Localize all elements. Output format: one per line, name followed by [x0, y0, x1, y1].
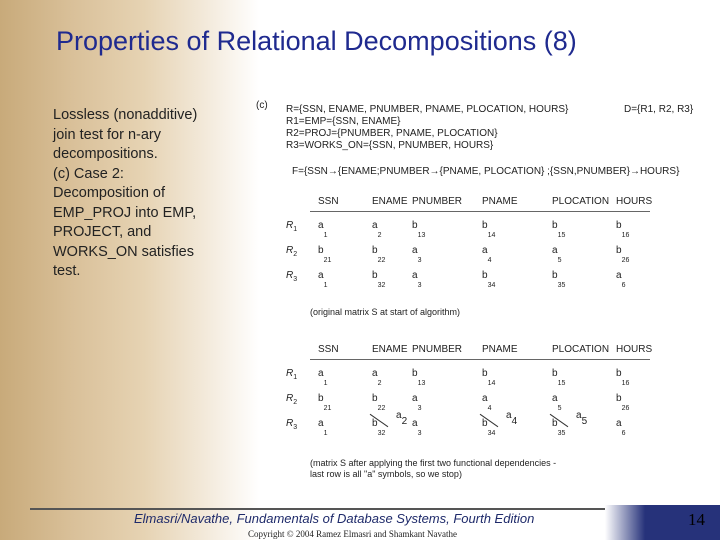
- matrix-cell: $a_6$: [616, 418, 626, 437]
- row-label: $R_3$: [286, 270, 298, 283]
- page-number: 14: [688, 510, 705, 529]
- footer-book-title: Elmasri/Navathe, Fundamentals of Database Systems, Fourth Edition: [134, 511, 535, 526]
- column-header: PLOCATION: [552, 344, 610, 355]
- matrix-cell: $b_{34}$: [482, 418, 496, 437]
- matrix-cell: $b_{32}$: [372, 418, 386, 437]
- description-line: join test for n-ary: [53, 126, 161, 143]
- footer-divider: [30, 508, 612, 510]
- column-header: ENAME: [372, 344, 408, 355]
- header-rule: [310, 359, 650, 360]
- column-header: PLOCATION: [552, 196, 610, 207]
- matrix-cell: $b_{35}$: [552, 270, 566, 289]
- replacement-value: a2: [396, 410, 408, 427]
- matrix-cell: $b_{16}$: [616, 368, 630, 387]
- decomposition-figure: [252, 94, 702, 486]
- matrix-caption: last row is all "a" symbols, so we stop): [310, 469, 462, 479]
- row-label: $R_3$: [286, 418, 298, 431]
- matrix-cell: $a_4$: [482, 393, 492, 412]
- slide-title: Properties of Relational Decompositions (8): [56, 26, 577, 56]
- matrix-cell: $a_5$: [552, 245, 562, 264]
- matrix-cell: $a_6$: [616, 270, 626, 289]
- matrix-cell: $b_{35}$: [552, 418, 566, 437]
- description-line: Decomposition of: [53, 185, 166, 201]
- schema-line: R3=WORKS_ON={SSN, PNUMBER, HOURS}: [286, 140, 494, 151]
- column-header: ENAME: [372, 196, 408, 207]
- decomposition-set: D={R1, R2, R3}: [624, 104, 694, 115]
- description-line: PROJECT, and: [53, 224, 152, 240]
- matrix-cell: $a_3$: [412, 418, 422, 437]
- matrix-cell: $a_5$: [552, 393, 562, 412]
- description-line: Lossless (nonadditive): [53, 107, 198, 123]
- description-line: test.: [53, 263, 81, 279]
- schema-line: R1=EMP={SSN, ENAME}: [286, 116, 401, 127]
- matrix-cell: $b_{34}$: [482, 270, 496, 289]
- row-label: $R_2$: [286, 245, 298, 258]
- matrix-cell: $a_1$: [318, 418, 328, 437]
- matrix-cell: $b_{16}$: [616, 220, 630, 239]
- column-header: HOURS: [616, 344, 653, 355]
- matrix-caption: (matrix S after applying the first two functional dependencies -: [310, 458, 557, 468]
- matrix-cell: $b_{22}$: [372, 245, 386, 264]
- matrix-cell: $a_2$: [372, 368, 382, 387]
- matrix-cell: $a_1$: [318, 368, 328, 387]
- description-text: [53, 106, 253, 282]
- replacement-value: a5: [576, 410, 588, 427]
- figure-label: (c): [256, 100, 268, 111]
- matrix-cell: $a_3$: [412, 393, 422, 412]
- matrix-cell: $b_{14}$: [482, 220, 496, 239]
- row-label: $R_2$: [286, 393, 298, 406]
- column-header: SSN: [318, 344, 339, 355]
- matrix-cell: $b_{32}$: [372, 270, 386, 289]
- description-line: EMP_PROJ into EMP,: [53, 204, 197, 221]
- column-header: HOURS: [616, 196, 653, 207]
- header-rule: [310, 211, 650, 212]
- column-header: PNUMBER: [412, 196, 463, 207]
- description-line: decompositions.: [53, 146, 158, 162]
- row-label: $R_1$: [286, 220, 298, 233]
- matrix-cell: $b_{13}$: [412, 368, 426, 387]
- replacement-value: a4: [506, 410, 518, 427]
- matrix-cell: $b_{21}$: [318, 245, 332, 264]
- footer-copyright: Copyright © 2004 Ramez Elmasri and Shamkant Navathe: [248, 529, 458, 539]
- matrix-caption: (original matrix S at start of algorithm): [310, 307, 461, 317]
- matrix-cell: $a_1$: [318, 270, 328, 289]
- column-header: PNUMBER: [412, 344, 463, 355]
- schema-line: R2=PROJ={PNUMBER, PNAME, PLOCATION}: [286, 128, 498, 139]
- matrix-cell: $b_{26}$: [616, 393, 630, 412]
- schema-line: R={SSN, ENAME, PNUMBER, PNAME, PLOCATION, HOURS}: [286, 104, 569, 115]
- row-label: $R_1$: [286, 368, 298, 381]
- matrix-cell: $a_3$: [412, 270, 422, 289]
- matrix-cell: $a_4$: [482, 245, 492, 264]
- matrix-cell: $a_3$: [412, 245, 422, 264]
- column-header: PNAME: [482, 344, 518, 355]
- column-header: PNAME: [482, 196, 518, 207]
- matrix-cell: $b_{26}$: [616, 245, 630, 264]
- matrix-cell: $b_{14}$: [482, 368, 496, 387]
- matrix-cell: $a_2$: [372, 220, 382, 239]
- matrix-cell: $b_{13}$: [412, 220, 426, 239]
- description-line: (c) Case 2:: [53, 165, 124, 182]
- description-line: WORKS_ON satisfies: [53, 243, 194, 260]
- matrix-cell: $b_{15}$: [552, 220, 566, 239]
- matrix-cell: $b_{22}$: [372, 393, 386, 412]
- functional-dependencies: F={SSN→{ENAME;PNUMBER→{PNAME, PLOCATION} ;{SSN,PNUMBER}→HOURS}: [292, 166, 680, 177]
- matrix-cell: $a_1$: [318, 220, 328, 239]
- matrix-cell: $b_{15}$: [552, 368, 566, 387]
- column-header: SSN: [318, 196, 339, 207]
- matrix-cell: $b_{21}$: [318, 393, 332, 412]
